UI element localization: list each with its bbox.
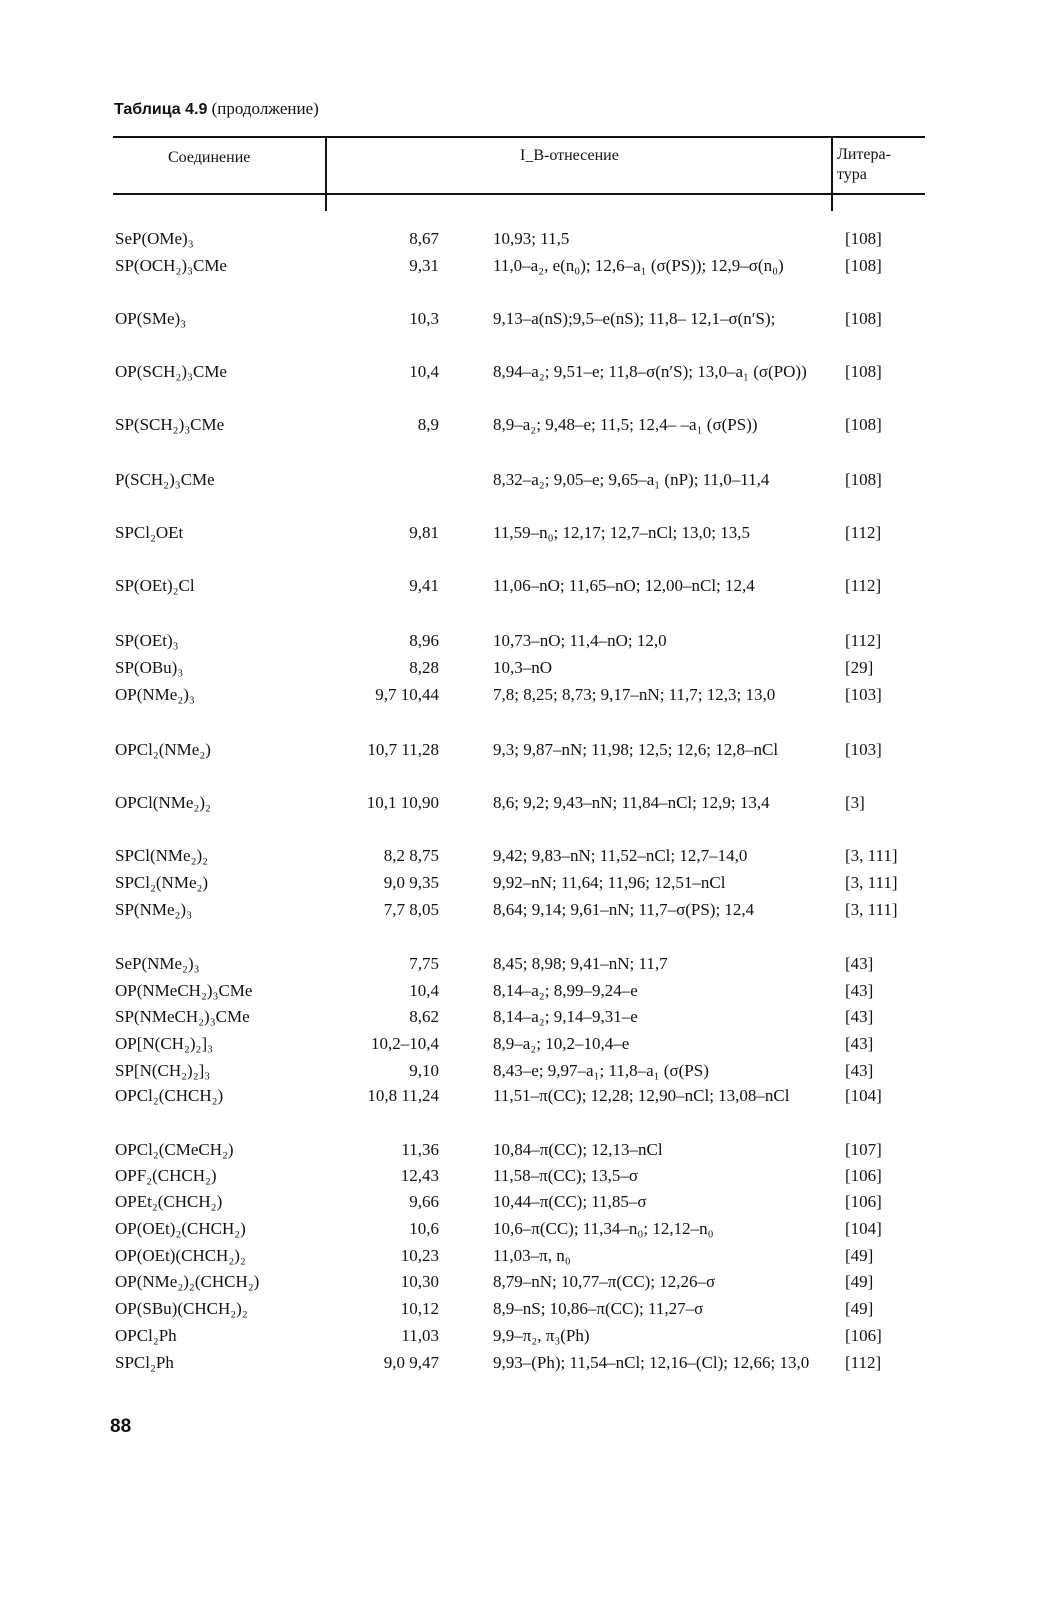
ionization-energy-cell: 10,7 11,28 [367,740,439,759]
header-divider-left [325,137,327,211]
compound-cell: OP(OEt)(CHCH₂)₂ [115,1246,246,1265]
reference-cell: [3, 111] [845,900,898,919]
reference-cell: [49] [845,1299,874,1318]
assignment-cell: 9,93–(Ph); 11,54–nCl; 12,16–(Cl); 12,66; 13,0 [493,1353,810,1372]
reference-cell: [104] [845,1086,882,1105]
compound-cell: OPCl₂(CHCH₂) [115,1086,224,1105]
header-top-rule [113,136,925,138]
assignment-cell: 9,3; 9,87–nN; 11,98; 12,5; 12,6; 12,8–nCl [493,740,779,759]
compound-cell: OPEt₂(CHCH₂) [115,1192,223,1211]
ionization-energy-cell: 11,36 [401,1140,439,1159]
reference-cell: [106] [845,1166,882,1185]
header-compound: Соединение [168,149,251,166]
assignment-cell: 10,84–π(CC); 12,13–nCl [493,1140,663,1159]
compound-cell: SeP(OMe)₃ [115,229,194,248]
assignment-cell: 11,06–nO; 11,65–nO; 12,00–nCl; 12,4 [493,576,755,595]
ionization-energy-cell: 10,23 [400,1246,439,1265]
assignment-cell: 8,94–a₂; 9,51–e; 11,8–σ(n′S); 13,0–a₁ (σ(PO)) [493,362,807,381]
ionization-energy-cell: 10,4 [409,362,439,381]
assignment-cell: 8,14–a₂; 9,14–9,31–e [493,1007,638,1026]
assignment-cell: 11,59–n₀; 12,17; 12,7–nCl; 13,0; 13,5 [493,523,751,542]
ionization-energy-cell: 11,03 [401,1326,439,1345]
compound-cell: SP(OEt)₂Cl [115,576,195,595]
assignment-cell: 9,9–π₂, π₃(Ph) [493,1326,590,1345]
reference-cell: [108] [845,309,882,328]
reference-cell: [108] [845,256,882,275]
compound-cell: SP(OBu)₃ [115,658,184,677]
table-caption-note: (продолжение) [211,99,319,118]
assignment-cell: 8,9–a₂; 10,2–10,4–e [493,1034,630,1053]
compound-cell: SPCl₂OEt [115,523,184,542]
ionization-energy-cell: 8,62 [409,1007,439,1026]
reference-cell: [107] [845,1140,882,1159]
assignment-cell: 11,58–π(CC); 13,5–σ [493,1166,639,1185]
ionization-energy-cell: 9,41 [409,576,439,595]
compound-cell: SPCl(NMe₂)₂ [115,846,209,865]
ionization-energy-cell: 10,4 [409,981,439,1000]
compound-cell: OP[N(CH₂)₂]₃ [115,1034,214,1053]
compound-cell: SP(OEt)₃ [115,631,179,650]
ionization-energy-cell: 8,28 [409,658,439,677]
compound-cell: SPCl₂Ph [115,1353,174,1372]
compound-cell: SP(NMeCH₂)₃CMe [115,1007,250,1026]
assignment-cell: 10,93; 11,5 [493,229,570,248]
compound-cell: OP(SCH₂)₃CMe [115,362,227,381]
compound-cell: OP(NMe₂)₃ [115,685,195,704]
compound-cell: OPCl₂Ph [115,1326,177,1345]
ionization-energy-cell: 8,9 [417,415,439,434]
ionization-energy-cell: 12,43 [400,1166,439,1185]
assignment-cell: 11,0–a₂, e(n₀); 12,6–a₁ (σ(PS)); 12,9–σ(n₀) [493,256,784,275]
reference-cell: [3, 111] [845,873,898,892]
compound-cell: OPCl(NMe₂)₂ [115,793,211,812]
ionization-energy-cell: 8,96 [409,631,439,650]
assignment-cell: 8,45; 8,98; 9,41–nN; 11,7 [493,954,668,973]
ionization-energy-cell: 7,75 [409,954,439,973]
reference-cell: [112] [845,1353,882,1372]
compound-cell: SP(SCH₂)₃CMe [115,415,225,434]
reference-cell: [106] [845,1326,882,1345]
compound-cell: SP(OCH₂)₃CMe [115,256,227,275]
assignment-cell: 9,13–a(nS);9,5–e(nS); 11,8– 12,1–σ(n′S); [493,309,776,328]
ionization-energy-cell: 9,10 [409,1061,439,1080]
table-caption-label: Таблица 4.9 [114,101,208,118]
assignment-cell: 8,79–nN; 10,77–π(CC); 12,26–σ [493,1272,716,1291]
compound-cell: SPCl₂(NMe₂) [115,873,209,892]
assignment-cell: 10,44–π(CC); 11,85–σ [493,1192,647,1211]
table-caption [114,99,319,119]
assignment-cell: 8,9–nS; 10,86–π(CC); 11,27–σ [493,1299,704,1318]
compound-cell: OP(NMe₂)₂(CHCH₂) [115,1272,260,1291]
ionization-energy-cell: 10,3 [409,309,439,328]
ionization-energy-cell: 10,1 10,90 [366,793,439,812]
ionization-energy-cell: 9,81 [409,523,439,542]
assignment-cell: 8,9–a₂; 9,48–e; 11,5; 12,4– –a₁ (σ(PS)) [493,415,758,434]
reference-cell: [106] [845,1192,882,1211]
reference-cell: [108] [845,470,882,489]
reference-cell: [43] [845,1061,874,1080]
ionization-energy-cell: 10,30 [400,1272,439,1291]
ionization-energy-cell: 9,31 [409,256,439,275]
reference-cell: [104] [845,1219,882,1238]
reference-cell: [49] [845,1246,874,1265]
compound-cell: SP[N(CH₂)₂]₃ [115,1061,211,1080]
ionization-energy-cell: 9,0 9,35 [383,873,439,892]
assignment-cell: 8,6; 9,2; 9,43–nN; 11,84–nCl; 12,9; 13,4 [493,793,770,812]
ionization-energy-cell: 10,6 [409,1219,439,1238]
ionization-energy-cell: 10,8 11,24 [367,1086,439,1105]
reference-cell: [103] [845,685,882,704]
assignment-cell: 7,8; 8,25; 8,73; 9,17–nN; 11,7; 12,3; 13,0 [493,685,776,704]
reference-cell: [112] [845,576,882,595]
assignment-cell: 8,43–e; 9,97–a₁; 11,8–a₁ (σ(PS) [493,1061,709,1080]
reference-cell: [108] [845,415,882,434]
ionization-energy-cell: 9,66 [409,1192,439,1211]
reference-cell: [43] [845,954,874,973]
ionization-energy-cell: 8,2 8,75 [383,846,439,865]
reference-cell: [108] [845,362,882,381]
reference-cell: [3] [845,793,865,812]
assignment-cell: 9,42; 9,83–nN; 11,52–nCl; 12,7–14,0 [493,846,748,865]
reference-cell: [108] [845,229,882,248]
compound-cell: OP(OEt)₂(CHCH₂) [115,1219,246,1238]
assignment-cell: 8,14–a₂; 8,99–9,24–e [493,981,638,1000]
ionization-energy-cell: 10,12 [400,1299,439,1318]
ionization-energy-cell: 9,0 9,47 [383,1353,439,1372]
assignment-cell: 10,73–nO; 11,4–nO; 12,0 [493,631,667,650]
ionization-energy-cell: 7,7 8,05 [383,900,439,919]
reference-cell: [49] [845,1272,874,1291]
compound-cell: P(SCH₂)₃CMe [115,470,215,489]
reference-cell: [43] [845,981,874,1000]
header-divider-right [831,137,833,211]
ionization-energy-cell: 8,67 [409,229,439,248]
page-number: 88 [110,1416,132,1437]
reference-cell: [43] [845,1007,874,1026]
assignment-cell: 9,92–nN; 11,64; 11,96; 12,51–nCl [493,873,726,892]
ionization-energy-cell: 9,7 10,44 [375,685,439,704]
assignment-cell: 8,32–a₂; 9,05–e; 9,65–a₁ (nP); 11,0–11,4 [493,470,770,489]
header-bottom-rule [113,193,925,195]
assignment-cell: 10,6–π(CC); 11,34–n₀; 12,12–n₀ [493,1219,714,1238]
reference-cell: [103] [845,740,882,759]
reference-cell: [3, 111] [845,846,898,865]
reference-cell: [43] [845,1034,874,1053]
compound-cell: OP(SMe)₃ [115,309,187,328]
reference-cell: [112] [845,523,882,542]
assignment-cell: 10,3–nO [493,658,553,677]
reference-cell: [112] [845,631,882,650]
ionization-energy-cell: 10,2–10,4 [371,1034,439,1053]
reference-cell: [29] [845,658,874,677]
compound-cell: OP(NMeCH₂)₃CMe [115,981,253,1000]
header-literature: Литера- тура [837,146,891,183]
assignment-cell: 11,51–π(CC); 12,28; 12,90–nCl; 13,08–nCl [493,1086,790,1105]
assignment-cell: 8,64; 9,14; 9,61–nN; 11,7–σ(PS); 12,4 [493,900,755,919]
compound-cell: SP(NMe₂)₃ [115,900,193,919]
compound-cell: OPCl₂(NMe₂) [115,740,211,759]
compound-cell: OP(SBu)(CHCH₂)₂ [115,1299,248,1318]
compound-cell: OPF₂(CHCH₂) [115,1166,217,1185]
header-assignment: I_B-отнесение [520,147,619,164]
compound-cell: OPCl₂(CMeCH₂) [115,1140,234,1159]
assignment-cell: 11,03–π, n₀ [493,1246,571,1265]
compound-cell: SeP(NMe₂)₃ [115,954,200,973]
